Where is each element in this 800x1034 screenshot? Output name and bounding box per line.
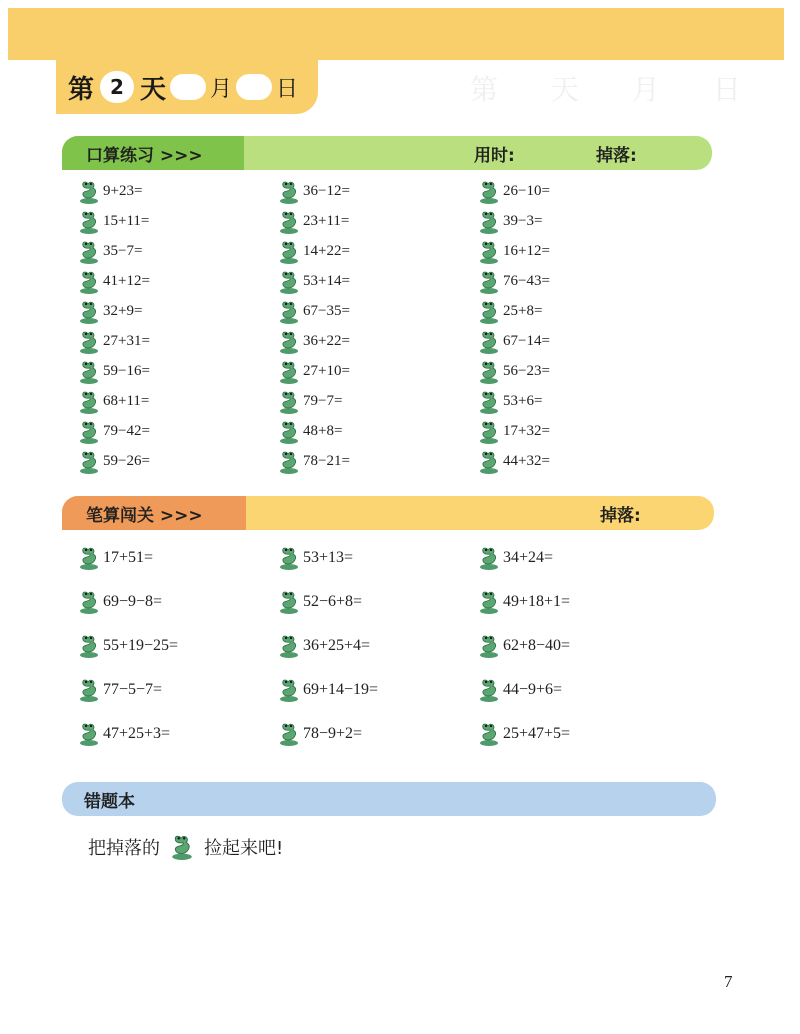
problem-text: 77−5−7=	[103, 681, 163, 698]
frog-icon	[78, 270, 100, 294]
frog-icon	[278, 330, 300, 354]
problem-text: 16+12=	[503, 243, 550, 259]
frog-icon	[78, 634, 100, 658]
problem-text: 69−9−8=	[103, 593, 163, 610]
frog-icon	[478, 634, 500, 658]
problem-text: 27+31=	[103, 333, 150, 349]
oral-time-label: 用时:	[474, 145, 515, 166]
problem-text: 59−26=	[103, 453, 150, 469]
review-instruction	[88, 834, 283, 860]
written-section-header	[62, 496, 714, 530]
frog-icon	[478, 300, 500, 324]
problem-text: 17+51=	[103, 549, 154, 566]
frog-icon	[278, 546, 300, 570]
day-header	[56, 60, 318, 114]
math-problem	[478, 635, 678, 657]
math-problem	[478, 390, 678, 413]
problem-text: 55+19−25=	[103, 637, 179, 654]
problem-text: 78−9+2=	[303, 725, 363, 742]
frog-icon	[478, 390, 500, 414]
math-problem	[478, 360, 678, 383]
math-problem	[278, 180, 478, 203]
frog-icon	[278, 300, 300, 324]
problem-text: 48+8=	[303, 423, 343, 439]
frog-icon	[478, 546, 500, 570]
frog-icon	[478, 678, 500, 702]
problem-text: 52−6+8=	[303, 593, 363, 610]
frog-icon	[278, 390, 300, 414]
month-field[interactable]	[170, 74, 206, 100]
frog-icon	[478, 360, 500, 384]
math-problem	[478, 240, 678, 263]
frog-icon	[478, 240, 500, 264]
problem-text: 36+22=	[303, 333, 350, 349]
math-problem	[278, 591, 478, 613]
day-suffix: 天	[140, 74, 167, 105]
problem-text: 17+32=	[503, 423, 550, 439]
problem-text: 59−16=	[103, 363, 150, 379]
frog-icon	[78, 360, 100, 384]
problem-text: 56−23=	[503, 363, 550, 379]
problem-text: 78−21=	[303, 453, 350, 469]
math-problem	[78, 330, 278, 353]
math-problem	[278, 635, 478, 657]
oral-dropped-label: 掉落:	[596, 145, 637, 166]
problem-text: 47+25+3=	[103, 725, 171, 742]
math-problem	[478, 210, 678, 233]
math-problem	[478, 270, 678, 293]
frog-icon	[278, 210, 300, 234]
math-problem	[78, 723, 278, 745]
math-problem	[478, 180, 678, 203]
math-problem	[78, 420, 278, 443]
frog-icon	[78, 590, 100, 614]
frog-icon	[78, 450, 100, 474]
frog-icon	[278, 270, 300, 294]
problem-text: 53+14=	[303, 273, 350, 289]
math-problem	[478, 547, 678, 569]
math-problem	[78, 210, 278, 233]
problem-text: 41+12=	[103, 273, 150, 289]
problem-text: 44+32=	[503, 453, 550, 469]
frog-icon	[478, 180, 500, 204]
math-problem	[278, 420, 478, 443]
problem-text: 35−7=	[103, 243, 143, 259]
problem-text: 53+13=	[303, 549, 354, 566]
math-problem	[278, 723, 478, 745]
frog-icon	[170, 834, 194, 860]
review-section-title: 错题本	[84, 791, 135, 812]
math-problem	[278, 270, 478, 293]
problem-text: 67−14=	[503, 333, 550, 349]
problem-text: 9+23=	[103, 183, 143, 199]
math-problem	[78, 360, 278, 383]
problem-text: 15+11=	[103, 213, 150, 229]
math-problem	[78, 180, 278, 203]
problem-text: 36−12=	[303, 183, 350, 199]
frog-icon	[278, 450, 300, 474]
frog-icon	[278, 240, 300, 264]
page-number: 7	[724, 972, 733, 991]
frog-icon	[478, 420, 500, 444]
math-problem	[278, 390, 478, 413]
frog-icon	[278, 678, 300, 702]
math-problem	[478, 300, 678, 323]
math-problem	[278, 300, 478, 323]
math-problem	[78, 240, 278, 263]
date-label: 日	[276, 76, 299, 102]
math-problem	[278, 679, 478, 701]
math-problem	[478, 679, 678, 701]
review-text-after: 捡起来吧!	[204, 838, 284, 859]
oral-problems-grid	[78, 180, 698, 473]
problem-text: 34+24=	[503, 549, 554, 566]
math-problem	[478, 420, 678, 443]
top-band	[8, 8, 784, 60]
math-problem	[278, 360, 478, 383]
problem-text: 79−42=	[103, 423, 150, 439]
problem-text: 25+47+5=	[503, 725, 571, 742]
math-problem	[278, 210, 478, 233]
frog-icon	[78, 546, 100, 570]
math-problem	[78, 591, 278, 613]
frog-icon	[78, 300, 100, 324]
frog-icon	[278, 590, 300, 614]
problem-text: 39−3=	[503, 213, 543, 229]
frog-icon	[278, 722, 300, 746]
problem-text: 79−7=	[303, 393, 343, 409]
date-field[interactable]	[236, 74, 272, 100]
math-problem	[478, 330, 678, 353]
problem-text: 27+10=	[303, 363, 350, 379]
math-problem	[478, 591, 678, 613]
problem-text: 76−43=	[503, 273, 550, 289]
math-problem	[78, 450, 278, 473]
frog-icon	[78, 210, 100, 234]
math-problem	[478, 723, 678, 745]
frog-icon	[478, 722, 500, 746]
problem-text: 49+18+1=	[503, 593, 571, 610]
frog-icon	[78, 420, 100, 444]
problem-text: 67−35=	[303, 303, 350, 319]
math-problem	[78, 547, 278, 569]
problem-text: 26−10=	[503, 183, 550, 199]
problem-text: 36+25+4=	[303, 637, 371, 654]
math-problem	[278, 330, 478, 353]
math-problem	[78, 270, 278, 293]
frog-icon	[478, 590, 500, 614]
written-section-title: 笔算闯关 >>>	[62, 496, 246, 530]
math-problem	[478, 450, 678, 473]
frog-icon	[278, 180, 300, 204]
frog-icon	[478, 330, 500, 354]
math-problem	[78, 300, 278, 323]
math-problem	[278, 450, 478, 473]
frog-icon	[78, 722, 100, 746]
math-problem	[278, 547, 478, 569]
math-problem	[278, 240, 478, 263]
problem-text: 68+11=	[103, 393, 150, 409]
frog-icon	[78, 240, 100, 264]
review-section-header	[62, 782, 716, 816]
problem-text: 23+11=	[303, 213, 350, 229]
month-label: 月	[210, 76, 233, 102]
problem-text: 14+22=	[303, 243, 350, 259]
frog-icon	[278, 634, 300, 658]
problem-text: 69+14−19=	[303, 681, 379, 698]
frog-icon	[478, 270, 500, 294]
frog-icon	[278, 420, 300, 444]
problem-text: 53+6=	[503, 393, 543, 409]
frog-icon	[78, 678, 100, 702]
frog-icon	[78, 180, 100, 204]
problem-text: 44−9+6=	[503, 681, 563, 698]
oral-section-header	[62, 136, 712, 170]
ghost-header-text: 第 天 月 日	[470, 73, 763, 106]
oral-section-title: 口算练习 >>>	[62, 136, 244, 170]
frog-icon	[478, 450, 500, 474]
math-problem	[78, 390, 278, 413]
frog-icon	[278, 360, 300, 384]
frog-icon	[78, 330, 100, 354]
day-number: 2	[100, 71, 134, 103]
day-prefix: 第	[68, 74, 95, 105]
written-problems-grid	[78, 547, 698, 745]
math-problem	[78, 679, 278, 701]
frog-icon	[78, 390, 100, 414]
review-text-before: 把掉落的	[88, 838, 160, 859]
math-problem	[78, 635, 278, 657]
written-dropped-label: 掉落:	[600, 505, 641, 526]
problem-text: 62+8−40=	[503, 637, 571, 654]
problem-text: 32+9=	[103, 303, 143, 319]
frog-icon	[478, 210, 500, 234]
problem-text: 25+8=	[503, 303, 543, 319]
